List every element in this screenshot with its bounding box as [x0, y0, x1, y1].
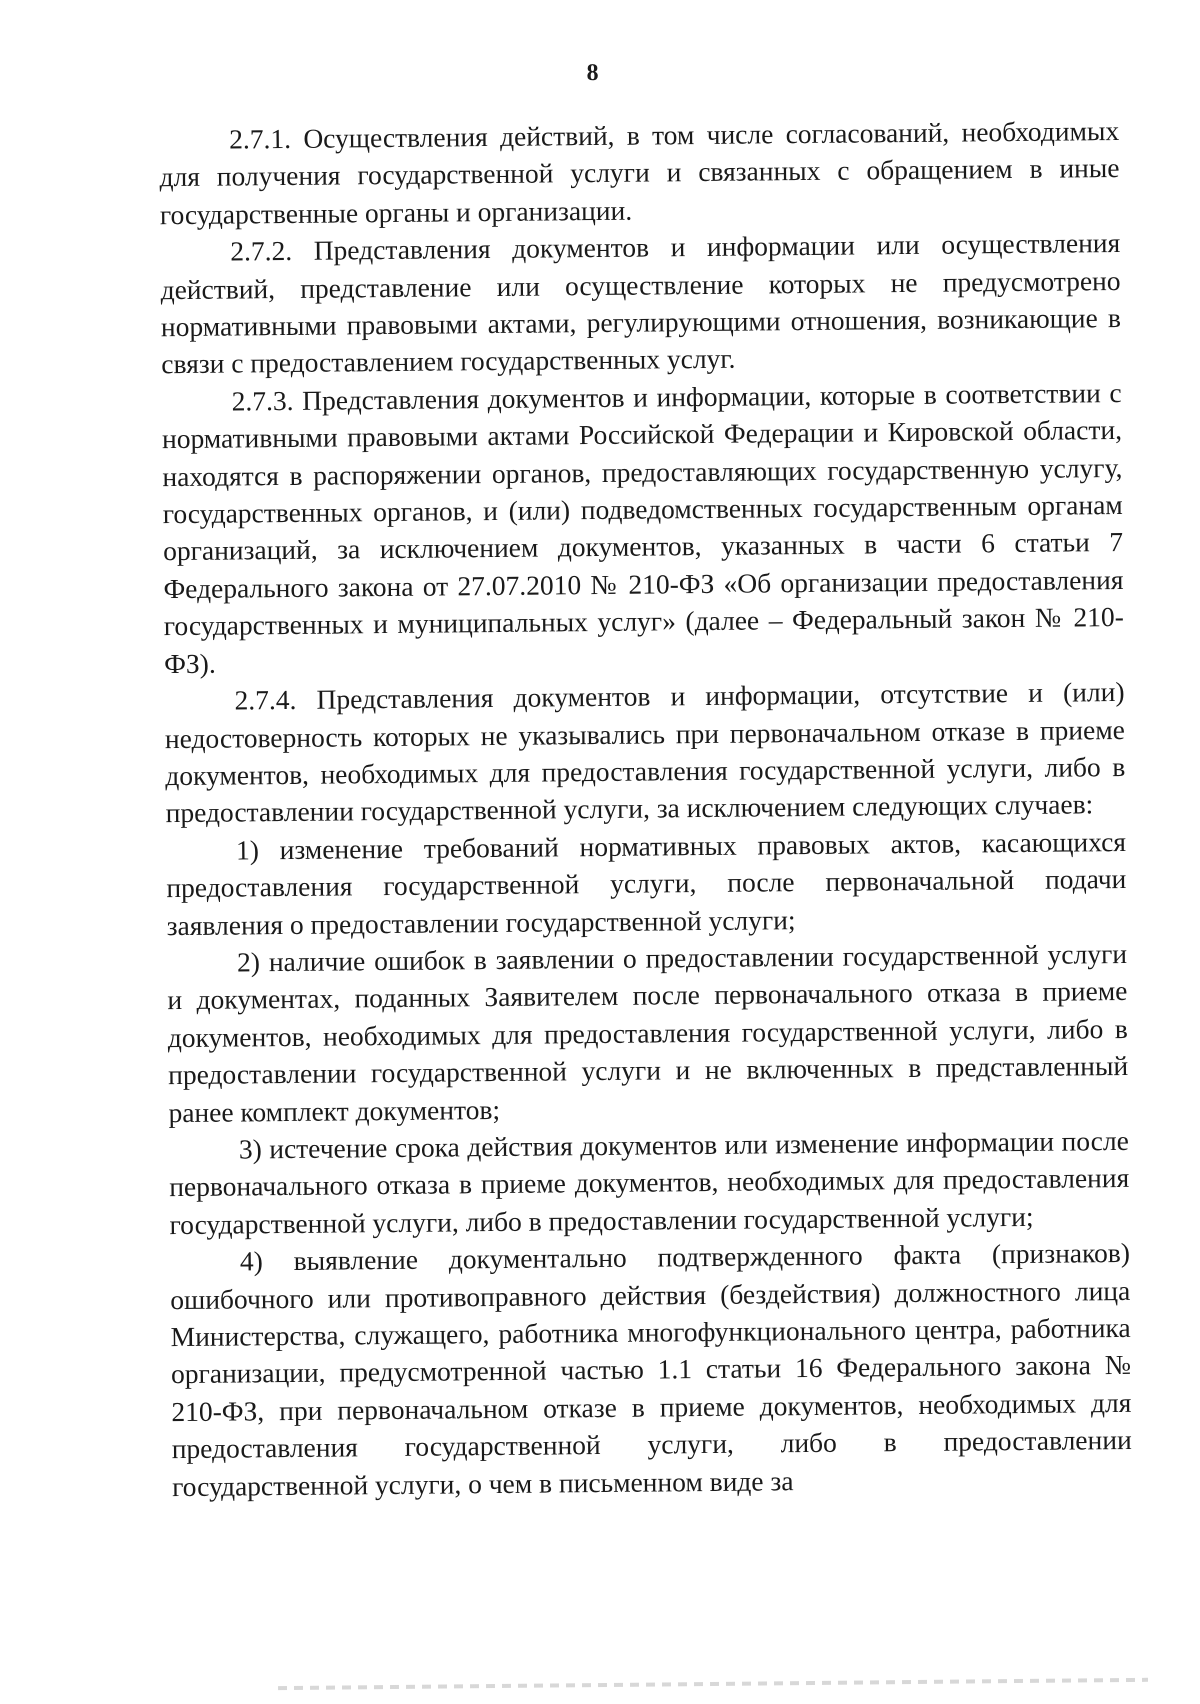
paragraph-2-7-2: 2.7.2. Представления документов и информации или осуществления действий, представление или осуществление которых не предусмотрено нормативными правовыми актами, регулирующими отношения, возникающие в связи с предоставлением государственных услуг. — [160, 227, 1122, 380]
list-item-2: 2) наличие ошибок в заявлении о предоставлении государственной услуги и документах, поданных Заявителем после первоначального отказа в приеме документов, необходимых для предоставления государственной услуги, либо в предоставлении государственной услуги и не включенных в представленный ранее комплект документов; — [167, 937, 1129, 1128]
list-item-4: 4) выявление документально подтвержденного факта (признаков) ошибочного или противоправного действия (бездействия) должностного лица Министерства, служащего, работника многофункционального центра, работника организации, предусмотренной частью 1.1 статьи 16 Федерального закона № 210-ФЗ, при первоначальном отказе в приеме документов, необходимых для предоставления государственной услуги, либо в предоставлении государственной услуги, о чем в письменном виде за — [170, 1237, 1132, 1502]
paragraph-2-7-1: 2.7.1. Осуществления действий, в том числе согласований, необходимых для получения государственной услуги и связанных с обращением в иные государственные органы и организации. — [159, 114, 1120, 231]
paragraph-2-7-4: 2.7.4. Представления документов и информации, отсутствие и (или) недостоверность которых не указывались при первоначальном отказе в приеме документов, необходимых для предоставления государственной услуги, либо в предоставлении государственной услуги, за исключением следующих случаев: — [164, 676, 1126, 829]
list-item-1: 1) изменение требований нормативных правовых актов, касающихся предоставления государственной услуги, после первоначальной подачи заявления о предоставлении государственной услуги; — [166, 825, 1127, 941]
paragraph-2-7-3: 2.7.3. Представления документов и информации, которые в соответствии с нормативными правовыми актами Российской Федерации и Кировской области, находятся в распоряжении органов, предоставляющих государственную услугу, государственных органов, и (или) подведомственных государственным органам организаций, за исключением документов, указанных в части 6 статьи 7 Федерального закона от 27.07.2010 № 210-ФЗ «Об организации предоставления государственных и муниципальных услуг» (далее – Федеральный закон № 210-ФЗ). — [161, 376, 1124, 679]
document-body — [159, 112, 1132, 1505]
list-item-3: 3) истечение срока действия документов или изменение информации после первоначального отказа в приеме документов, необходимых для предоставления государственной услуги, либо в предоставлении государственной услуги; — [169, 1124, 1130, 1240]
page-number: 8 — [586, 59, 599, 87]
scan-edge-artifact — [278, 1678, 1148, 1690]
